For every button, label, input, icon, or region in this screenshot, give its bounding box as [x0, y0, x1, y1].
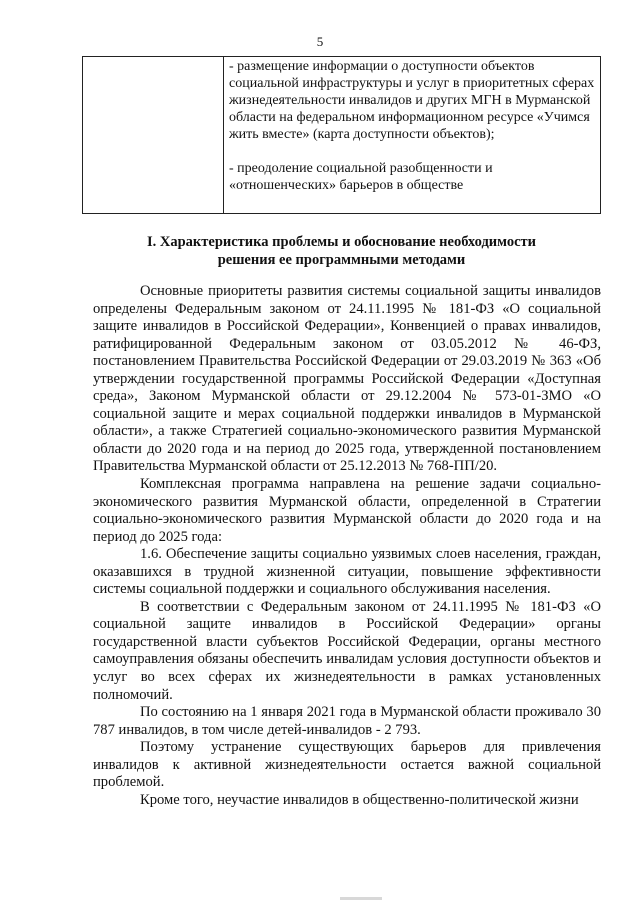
- paragraph: В соответствии с Федеральным законом от 24.11.1995 № 181-ФЗ «О социальной защите инвалидов в Российской Федерации» органы государственной власти субъектов Российской Федерации, органы местного самоуправления обязаны обеспечить инвалидам условия доступности объектов и услуг во всех сферах их жизнедеятельности в рамках установленных полномочий.: [93, 598, 601, 703]
- paragraph: 1.6. Обеспечение защиты социально уязвимых слоев населения, граждан, оказавшихся в трудной жизненной ситуации, повышение эффективности системы социальной поддержки и социального обслуживания населения.: [93, 546, 601, 598]
- paragraph: Кроме того, неучастие инвалидов в общественно-политической жизни: [140, 791, 579, 808]
- paragraph: Комплексная программа направлена на решение задачи социально-экономического развития Мурманской области, определенной в Стратегии социально-экономического развития Мурманской области до 2020 года и на период до 2025 года:: [93, 476, 601, 545]
- continuation-table: [82, 56, 601, 214]
- section-heading: [82, 233, 601, 269]
- paragraph: Поэтому устранение существующих барьеров для привлечения инвалидов к активной жизнедеятельности остается важной социальной проблемой.: [93, 739, 601, 791]
- paragraph: По состоянию на 1 января 2021 года в Мурманской области проживало 30 787 инвалидов, в том числе детей-инвалидов - 2 793.: [93, 704, 601, 738]
- list-item: - размещение информации о доступности объектов социальной инфраструктуры и услуг в приоритетных сферах жизнедеятельности инвалидов и других МГН в Мурманской области на федеральном информационном ресурсе «Учимся жить вместе» (карта доступности объектов);: [229, 59, 595, 142]
- scan-mark: [340, 897, 382, 900]
- table-row: [83, 57, 601, 214]
- paragraph: Основные приоритеты развития системы социальной защиты инвалидов определены Федеральным законом от 24.11.1995 № 181-ФЗ «О социальной защите инвалидов в Российской Федерации», Конвенцией о правах инвалидов, ратифицированной Федеральным законом от 03.05.2012 № 46-ФЗ, постановлением Правительства Российской Федерации от 29.03.2019 № 363 «Об утверждении государственной программы Российской Федерации «Доступная среда», Законом Мурманской области от 29.12.2004 № 573-01-ЗМО «О социальной защите и мерах социальной поддержки инвалидов в Мурманской области», а также Стратегией социально-экономического развития Мурманской области до 2020 года и на период до 2025 года, утвержденной постановлением Правительства Мурманской области от 25.12.2013 № 768-ПП/20.: [93, 283, 601, 475]
- body-text: [93, 283, 601, 809]
- section-heading-line-2: решения ее программными методами: [217, 252, 466, 268]
- list-item: - преодоление социальной разобщенности и «отношенческих» барьеров в обществе: [229, 161, 493, 193]
- table-cell-empty: [83, 57, 224, 214]
- section-heading-line-1: I. Характеристика проблемы и обоснование необходимости: [146, 234, 536, 250]
- page-number: 5: [316, 34, 324, 49]
- table-cell-measures: [224, 57, 601, 214]
